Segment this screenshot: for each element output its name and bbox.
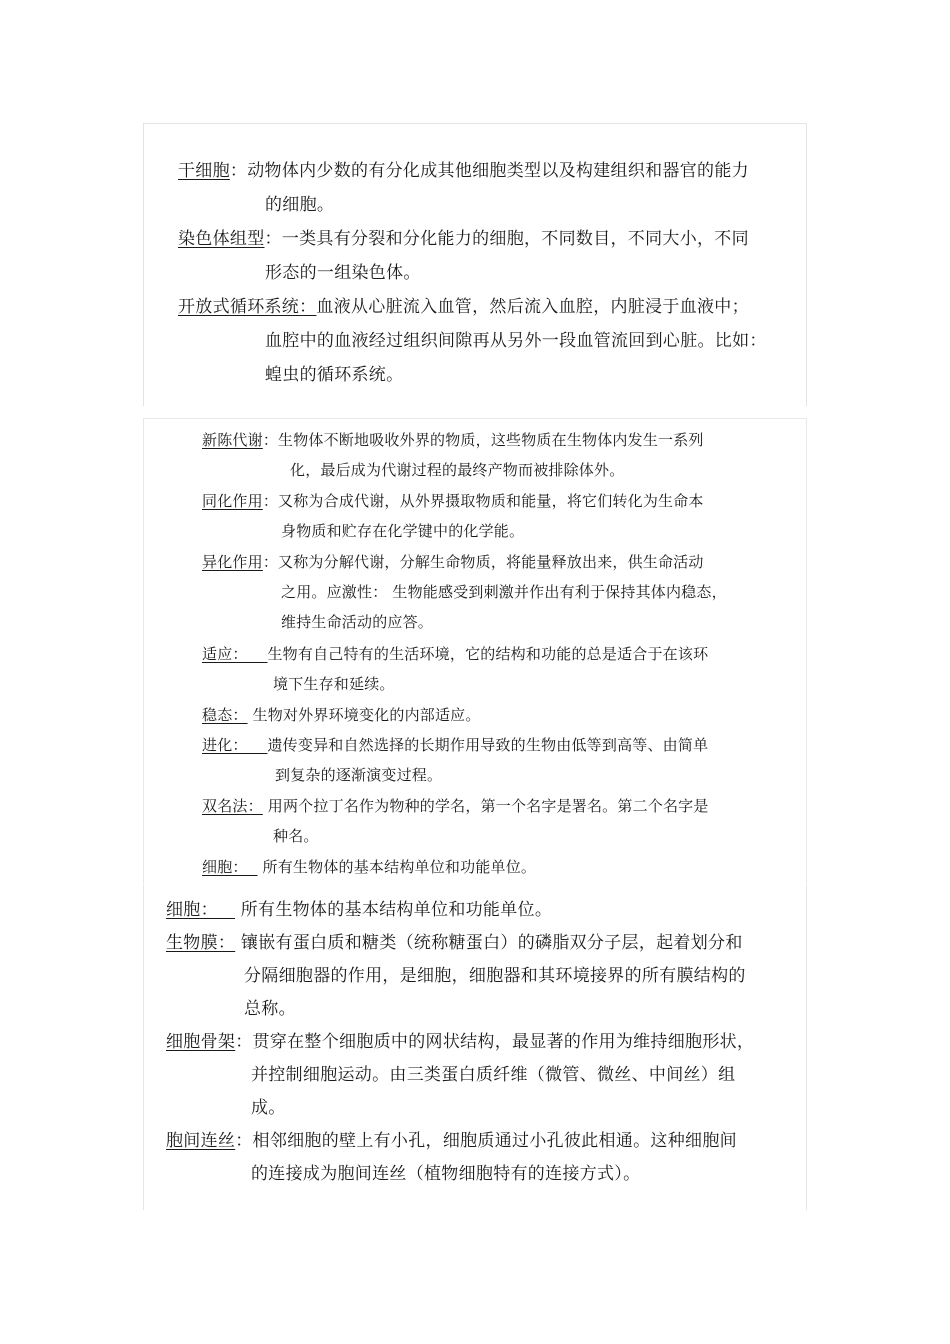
definition-line: 身物质和贮存在化学键中的化学能。 xyxy=(281,522,525,540)
definition-line: 维持生命活动的应答。 xyxy=(281,613,434,631)
term-separator: ： xyxy=(262,492,279,510)
term-label: 胞间连丝 xyxy=(166,1131,236,1151)
term-label: 开放式循环系统： xyxy=(178,297,317,317)
definition-line: 血腔中的血液经过组织间隙再从另外一段血管流回到心脏。比如： xyxy=(265,331,767,351)
entry-stem-cell xyxy=(178,156,749,181)
definitions-panel-2 xyxy=(143,418,807,884)
term-separator: ： xyxy=(262,431,279,449)
definition-line: 贯穿在整个细胞质中的网状结构，最显著的作用为维持细胞形状， xyxy=(252,1032,755,1052)
definition-line: 遗传变异和自然选择的长期作用导致的生物由低等到高等、由简单 xyxy=(267,736,709,754)
definition-line: 成。 xyxy=(251,1098,286,1118)
term-separator: ： xyxy=(262,553,279,571)
definitions-panel-1 xyxy=(143,123,807,406)
definition-line: 蝗虫的循环系统。 xyxy=(265,365,404,385)
term-label: 双名法： xyxy=(202,797,263,815)
definition-line: 一类具有分裂和分化能力的细胞，不同数目，不同大小，不同 xyxy=(281,229,749,249)
definition-line: 的细胞。 xyxy=(265,195,335,215)
term-separator: ： xyxy=(235,1131,253,1151)
definition-line: 化，最后成为代谢过程的最终产物而被排除体外。 xyxy=(290,461,625,479)
term-label: 干细胞 xyxy=(178,161,230,181)
definition-line: 又称为合成代谢，从外界摄取物质和能量，将它们转化为生命本 xyxy=(278,492,704,510)
definition-line: 的连接成为胞间连丝（植物细胞特有的连接方式）。 xyxy=(251,1164,641,1184)
definition-line: 境下生存和延续。 xyxy=(273,675,395,693)
entry-evolution xyxy=(202,734,708,755)
term-label: 新陈代谢 xyxy=(202,431,263,449)
definition-line: 种名。 xyxy=(273,827,319,845)
entry-plasmodesmata xyxy=(166,1126,737,1151)
term-separator: ： xyxy=(235,1032,253,1052)
definitions-panel-3 xyxy=(143,885,807,1210)
entry-anabolism xyxy=(202,490,704,511)
definition-line: 生物对外界环境变化的内部适应。 xyxy=(252,706,481,724)
term-label: 染色体组型 xyxy=(178,229,265,249)
term-separator: ： xyxy=(229,161,248,181)
entry-open-circulatory-system xyxy=(178,292,749,317)
definition-line: 相邻细胞的壁上有小孔，细胞质通过小孔彼此相通。这种细胞间 xyxy=(252,1131,737,1151)
term-label: 稳态： xyxy=(202,706,248,724)
definition-line: 所有生物体的基本结构单位和功能单位。 xyxy=(262,858,537,876)
entry-adaptation xyxy=(202,643,708,664)
term-label: 细胞： xyxy=(202,858,258,876)
entry-homeostasis xyxy=(202,704,481,725)
entry-cell xyxy=(166,895,552,920)
definition-line: 生物体不断地吸收外界的物质，这些物质在生物体内发生一系列 xyxy=(278,431,704,449)
term-separator: ： xyxy=(264,229,282,249)
definition-line: 并控制细胞运动。由三类蛋白质纤维（微管、微丝、中间丝）组 xyxy=(251,1065,736,1085)
entry-karyotype xyxy=(178,224,749,249)
definition-line: 形态的一组染色体。 xyxy=(265,263,421,283)
definition-line: 用两个拉丁名作为物种的学名，第一个名字是署名。第二个名字是 xyxy=(267,797,709,815)
definition-line: 镶嵌有蛋白质和糖类（统称糖蛋白）的磷脂双分子层，起着划分和 xyxy=(240,933,743,953)
entry-metabolism xyxy=(202,429,704,450)
term-label: 细胞： xyxy=(166,900,236,920)
definition-line: 之用。应激性： 生物能感受到刺激并作出有利于保持其体内稳态， xyxy=(281,583,727,601)
definition-line: 分隔细胞器的作用，是细胞，细胞器和其环境接界的所有膜结构的 xyxy=(244,966,746,986)
term-label: 细胞骨架 xyxy=(166,1032,236,1052)
definition-line: 血液从心脏流入血管，然后流入血腔，内脏浸于血液中； xyxy=(316,297,749,317)
entry-catabolism xyxy=(202,551,704,572)
entry-biomembrane xyxy=(166,928,743,953)
definition-line: 总称。 xyxy=(244,999,296,1019)
term-label: 适应： xyxy=(202,645,268,663)
entry-cytoskeleton xyxy=(166,1027,754,1052)
definition-line: 又称为分解代谢，分解生命物质，将能量释放出来，供生命活动 xyxy=(278,553,704,571)
term-label: 生物膜： xyxy=(166,933,236,953)
definition-line: 生物有自己特有的生活环境，它的结构和功能的总是适合于在该环 xyxy=(267,645,709,663)
term-label: 同化作用 xyxy=(202,492,263,510)
definition-line: 动物体内少数的有分化成其他细胞类型以及构建组织和器官的能力 xyxy=(247,161,749,181)
term-label: 异化作用 xyxy=(202,553,263,571)
definition-line: 所有生物体的基本结构单位和功能单位。 xyxy=(240,900,553,920)
term-label: 进化： xyxy=(202,736,268,754)
definition-line: 到复杂的逐渐演变过程。 xyxy=(275,766,443,784)
entry-cell xyxy=(202,856,536,877)
entry-binomial-nomenclature xyxy=(202,795,709,816)
